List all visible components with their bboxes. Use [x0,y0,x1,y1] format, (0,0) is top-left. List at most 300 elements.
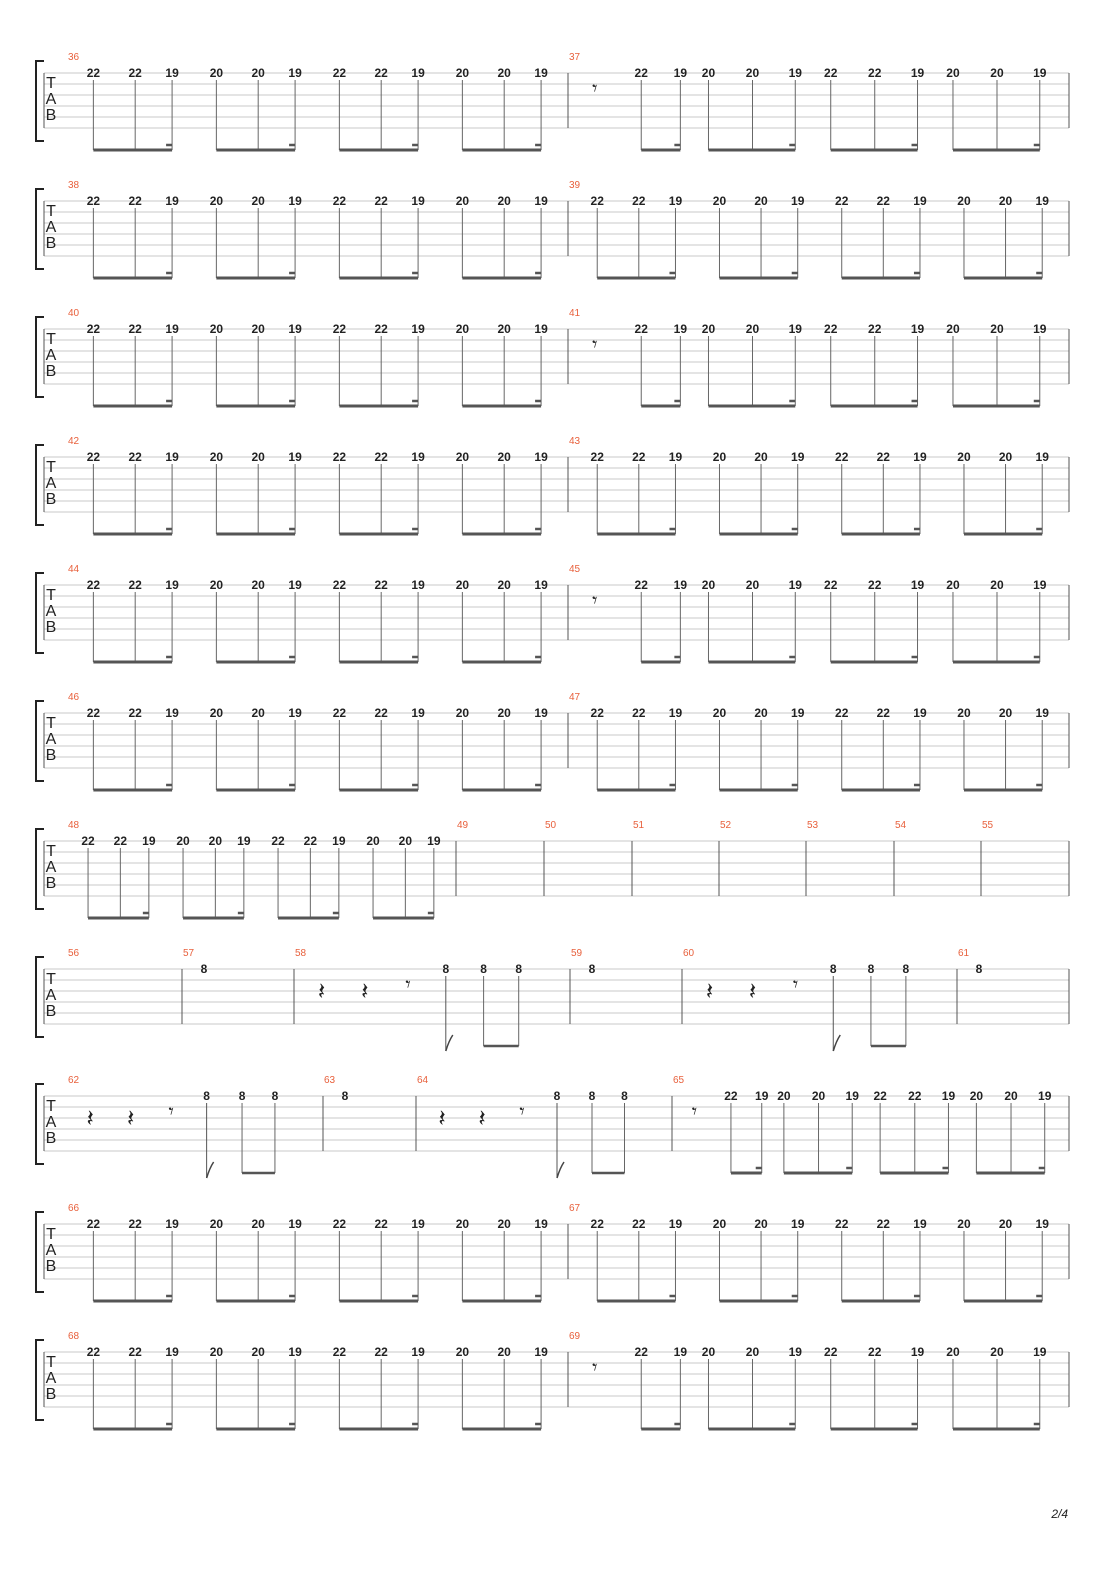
fret-number: 22 [835,706,849,720]
fret-number: 19 [534,66,548,80]
note-flag [833,1035,840,1051]
fret-number: 19 [288,706,302,720]
fret-number: 22 [824,578,838,592]
fret-number: 19 [534,1217,548,1231]
eighth-rest: 𝄾 [592,332,598,356]
fret-number: 22 [332,578,347,592]
fret-number: 20 [990,322,1004,336]
fret-number: 22 [128,194,142,208]
fret-number: 20 [990,66,1004,80]
fret-number: 22 [374,194,388,208]
fret-number: 19 [411,450,425,464]
fret-number: 22 [632,706,646,720]
note-group [777,1089,859,1173]
fret-number: 19 [673,66,688,80]
tab-clef-letter: T [46,971,56,988]
tab-clef-letter: B [45,1130,57,1147]
quarter-rest: 𝄽 [127,1104,135,1132]
note-group [635,1345,688,1429]
fret-number: 20 [455,322,470,336]
note-group [957,194,1049,278]
fret-number: 19 [411,706,425,720]
fret-number: 19 [288,1217,302,1231]
tab-clef-letter: T [46,1226,56,1243]
fret-number: 8 [341,1089,349,1103]
note-group [87,706,179,790]
measure-number: 47 [569,692,581,703]
measure [807,820,819,831]
fret-number: 22 [835,194,849,208]
fret-number: 22 [128,578,142,592]
fret-number: 20 [777,1089,791,1103]
fret-number: 20 [701,1345,716,1359]
fret-number: 19 [673,1345,688,1359]
tab-clef-letter: T [46,331,56,348]
fret-number: 22 [332,194,347,208]
fret-number: 20 [366,834,380,848]
note-group [210,450,302,534]
fret-number: 19 [913,1217,927,1231]
fret-number: 20 [497,194,511,208]
fret-number: 20 [251,578,265,592]
fret-number: 22 [632,450,646,464]
note-group [824,322,924,406]
fret-number: 19 [845,1089,859,1103]
fret-number: 19 [534,706,548,720]
measure-number: 60 [683,948,695,959]
system-bracket [36,701,44,781]
fret-number: 22 [876,450,890,464]
fret-number: 20 [969,1089,984,1103]
note-group [724,1089,768,1173]
quarter-rest: 𝄽 [438,1104,446,1132]
fret-number: 20 [712,194,727,208]
fret-number: 19 [788,578,802,592]
fret-number: 20 [745,322,760,336]
note-group [702,66,802,150]
fret-number: 19 [668,706,683,720]
measure [571,948,596,976]
measure [683,948,910,1051]
fret-number: 22 [590,1217,604,1231]
measure [68,1203,548,1301]
fret-number: 20 [712,706,727,720]
note-group [87,66,179,150]
measure-number: 57 [183,948,195,959]
tab-clef-letter: B [45,1003,57,1020]
note-group [456,1217,548,1301]
fret-number: 20 [957,450,971,464]
tab-clef-letter: A [45,987,57,1004]
note-group [456,578,548,662]
fret-number: 22 [835,450,849,464]
fret-number: 22 [632,194,646,208]
quarter-rest: 𝄽 [317,977,326,1005]
fret-number: 19 [910,66,925,80]
tab-system [36,948,1069,1051]
measure [68,564,548,662]
fret-number: 22 [332,66,347,80]
tab-clef-letter: A [45,1242,57,1259]
fret-number: 20 [745,66,760,80]
note-group [635,578,688,662]
note-group [970,1089,1052,1173]
system-bracket [36,445,44,525]
tab-clef-letter: T [46,715,56,732]
measure-number: 45 [569,564,581,575]
note-group [81,834,155,918]
fret-number: 8 [867,962,875,976]
note-group [456,322,548,406]
fret-number: 22 [128,66,142,80]
eighth-rest: 𝄾 [691,1099,698,1123]
measure [68,1331,548,1429]
note-group [702,578,802,662]
fret-number: 19 [1033,322,1047,336]
fret-number: 19 [910,1345,925,1359]
measure-number: 43 [569,436,581,447]
fret-number: 20 [208,834,223,848]
note-group [366,834,440,918]
fret-number: 22 [332,1217,347,1231]
note-group [835,194,927,278]
tab-clef-letter: A [45,1114,57,1131]
fret-number: 19 [913,706,927,720]
measure [68,308,548,406]
fret-number: 20 [398,834,413,848]
tab-clef-letter: A [45,347,57,364]
fret-number: 22 [86,194,101,208]
measure [569,564,1047,662]
tab-system [36,1203,1069,1301]
fret-number: 20 [209,450,224,464]
fret-number: 8 [588,962,596,976]
measure [958,948,983,976]
note-group [957,450,1049,534]
note-group [456,1345,548,1429]
fret-number: 20 [455,450,470,464]
tab-clef-letter: T [46,459,56,476]
measure-number: 69 [569,1331,581,1342]
fret-number: 20 [946,66,960,80]
fret-number: 22 [128,450,142,464]
measure [295,948,522,1051]
note-group [87,1345,179,1429]
fret-number: 20 [251,194,265,208]
note-group [87,578,179,662]
fret-number: 8 [588,1089,596,1103]
fret-number: 22 [374,66,388,80]
note-group [591,706,683,790]
tab-system [36,1331,1069,1429]
fret-number: 22 [590,450,604,464]
tab-clef-letter: T [46,203,56,220]
tab-system [36,820,1069,918]
fret-number: 20 [754,194,768,208]
fret-number: 20 [946,578,960,592]
note-group [456,66,548,150]
tab-clef-letter: B [45,875,57,892]
note-group [176,834,250,918]
fret-number: 20 [497,1217,511,1231]
fret-number: 22 [86,66,101,80]
fret-number: 19 [165,706,179,720]
note-group [333,1345,425,1429]
fret-number: 20 [251,450,265,464]
fret-number: 22 [634,578,648,592]
fret-number: 19 [288,322,302,336]
tab-clef-letter: A [45,1370,57,1387]
fret-number: 19 [1038,1089,1052,1103]
note-flag [207,1162,214,1178]
fret-number: 20 [957,706,971,720]
fret-number: 20 [251,322,265,336]
note-group [87,1217,179,1301]
fret-number: 20 [455,194,470,208]
system-bracket [36,1084,44,1164]
note-group [835,450,927,534]
fret-number: 22 [332,322,347,336]
fret-number: 22 [590,194,604,208]
note-group [824,1345,924,1429]
fret-number: 19 [534,578,548,592]
fret-number: 20 [497,322,511,336]
measure-number: 46 [68,692,80,703]
fret-number: 20 [957,1217,971,1231]
fret-number: 19 [1035,1217,1049,1231]
fret-number: 22 [634,322,648,336]
fret-number: 8 [200,962,208,976]
measure [569,1203,1049,1301]
measure-number: 56 [68,948,80,959]
system-bracket [36,317,44,397]
fret-number: 22 [724,1089,738,1103]
measure-number: 61 [958,948,970,959]
fret-number: 22 [86,1345,101,1359]
tab-clef-letter: B [45,1386,57,1403]
fret-number: 20 [712,450,727,464]
fret-number: 22 [86,706,101,720]
fret-number: 20 [712,1217,727,1231]
fret-number: 8 [621,1089,628,1103]
fret-number: 20 [957,194,971,208]
fret-number: 19 [791,194,805,208]
fret-number: 20 [497,66,511,80]
tab-clef-letter: T [46,1098,56,1115]
fret-number: 19 [332,834,346,848]
tab-clef-letter: A [45,219,57,236]
fret-number: 22 [86,578,101,592]
fret-number: 22 [876,1217,890,1231]
note-group [946,578,1046,662]
fret-number: 22 [86,450,101,464]
fret-number: 22 [824,66,838,80]
measure [545,820,557,831]
note-group [824,66,924,150]
fret-number: 20 [754,1217,768,1231]
fret-number: 20 [176,834,190,848]
fret-number: 22 [634,1345,648,1359]
fret-number: 22 [332,450,347,464]
measure [982,820,994,831]
system-bracket [36,1212,44,1292]
fret-number: 22 [81,834,95,848]
tab-clef-letter: B [45,107,57,124]
measure-number: 67 [569,1203,581,1214]
measure-number: 55 [982,820,994,831]
note-group [835,706,927,790]
fret-number: 19 [288,194,302,208]
tab-clef-letter: T [46,75,56,92]
fret-number: 22 [374,706,388,720]
note-group [210,194,302,278]
fret-number: 19 [165,194,179,208]
fret-number: 22 [824,322,838,336]
note-group [713,706,805,790]
fret-number: 20 [998,450,1013,464]
fret-number: 22 [868,1345,882,1359]
fret-number: 20 [701,66,716,80]
tab-clef-letter: B [45,1258,57,1275]
note-group [210,322,302,406]
note-group [333,450,425,534]
fret-number: 19 [165,450,179,464]
tab-clef-letter: A [45,91,57,108]
fret-number: 19 [910,578,925,592]
note-group [635,66,688,150]
fret-number: 22 [868,66,882,80]
measure-number: 68 [68,1331,80,1342]
note-group [210,1345,302,1429]
fret-number: 19 [668,194,683,208]
fret-number: 19 [1033,66,1047,80]
tab-clef-letter: A [45,603,57,620]
fret-number: 20 [497,1345,511,1359]
eighth-rest: 𝄾 [592,76,598,100]
measure [457,820,469,831]
fret-number: 20 [455,1345,470,1359]
note-group [210,578,302,662]
system-bracket [36,573,44,653]
tab-clef-letter: T [46,587,56,604]
fret-number: 20 [251,1345,265,1359]
fret-number: 19 [1035,706,1049,720]
fret-number: 8 [829,962,837,976]
fret-number: 22 [374,450,388,464]
fret-number: 19 [755,1089,769,1103]
measure [633,820,645,831]
note-group [210,706,302,790]
fret-number: 22 [824,1345,838,1359]
fret-number: 22 [303,834,318,848]
fret-number: 19 [288,578,302,592]
fret-number: 22 [835,1217,849,1231]
tab-clef-letter: A [45,731,57,748]
tab-clef-letter: A [45,859,57,876]
fret-number: 20 [1004,1089,1018,1103]
fret-number: 20 [745,1345,760,1359]
fret-number: 19 [165,66,179,80]
note-group [87,194,179,278]
page-number: 2/4 [1051,1507,1068,1521]
measure-number: 58 [295,948,307,959]
fret-number: 20 [701,578,716,592]
note-group [87,322,179,406]
tab-clef-letter: B [45,619,57,636]
measure [569,692,1049,790]
note-group [271,834,345,918]
fret-number: 19 [288,450,302,464]
fret-number: 19 [411,1345,425,1359]
fret-number: 20 [701,322,716,336]
measure-number: 63 [324,1075,336,1086]
fret-number: 20 [209,322,224,336]
measure-number: 40 [68,308,80,319]
note-group [713,1217,805,1301]
tab-clef-letter: B [45,491,57,508]
fret-number: 19 [788,322,802,336]
measure-number: 41 [569,308,581,319]
tab-system [36,308,1069,406]
measure-number: 49 [457,820,469,831]
fret-number: 19 [411,578,425,592]
tab-system [36,692,1069,790]
fret-number: 19 [411,66,425,80]
note-group [702,322,802,406]
fret-number: 19 [668,1217,683,1231]
note-group [946,66,1046,150]
measure-number: 44 [68,564,80,575]
measure-number: 51 [633,820,645,831]
note-group [210,66,302,150]
fret-number: 19 [791,706,805,720]
note-group [946,322,1046,406]
fret-number: 20 [251,1217,265,1231]
fret-number: 20 [497,706,511,720]
measure [720,820,732,831]
fret-number: 22 [128,1345,142,1359]
fret-number: 22 [271,834,285,848]
note-group [873,1089,955,1173]
measure-number: 59 [571,948,583,959]
fret-number: 22 [868,322,882,336]
fret-number: 19 [791,1217,805,1231]
note-group [824,578,924,662]
eighth-rest: 𝄾 [519,1099,525,1123]
fret-number: 20 [946,1345,960,1359]
eighth-rest: 𝄾 [792,972,799,996]
fret-number: 19 [411,194,425,208]
fret-number: 19 [788,66,802,80]
fret-number: 19 [788,1345,802,1359]
tab-clef-letter: B [45,363,57,380]
fret-number: 22 [86,1217,101,1231]
note-group [333,1217,425,1301]
fret-number: 19 [1035,194,1049,208]
fret-number: 22 [374,1217,388,1231]
fret-number: 19 [668,450,683,464]
fret-number: 22 [868,578,882,592]
measure-number: 64 [417,1075,429,1086]
fret-number: 20 [745,578,760,592]
fret-number: 19 [913,194,927,208]
measure [569,308,1047,406]
fret-number: 22 [634,66,648,80]
system-bracket [36,61,44,141]
fret-number: 8 [238,1089,246,1103]
note-group [456,706,548,790]
note-group [456,450,548,534]
